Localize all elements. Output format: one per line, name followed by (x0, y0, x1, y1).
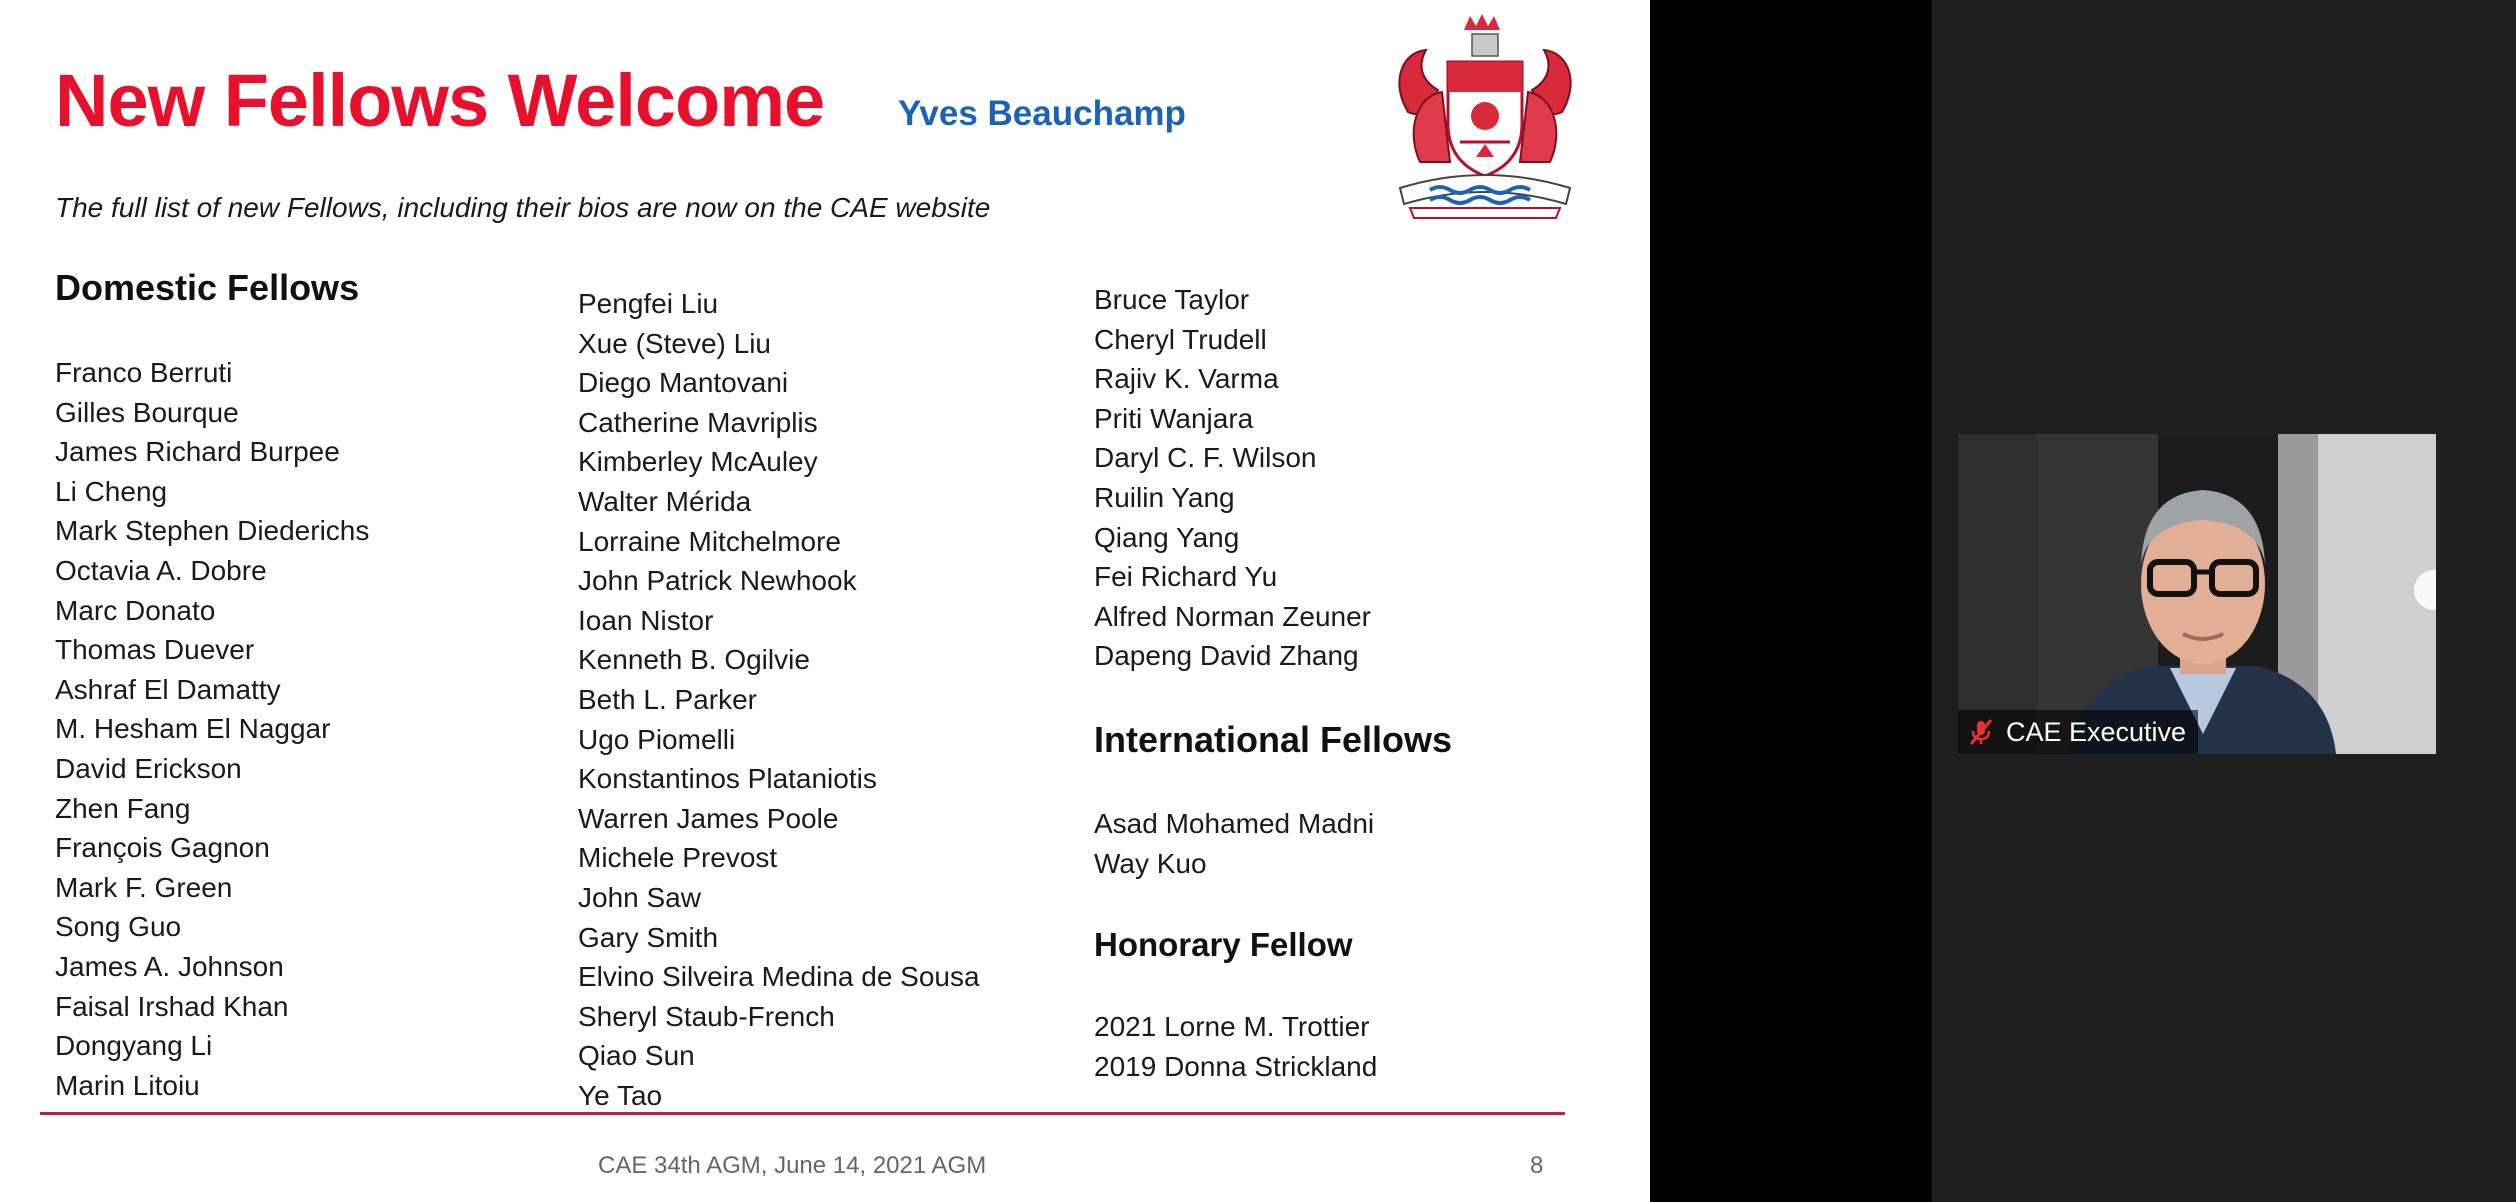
fellow-name: Michele Prevost (578, 842, 778, 874)
fellow-name: Mark Stephen Diederichs (55, 515, 370, 547)
fellow-name: Alfred Norman Zeuner (1094, 600, 1372, 632)
fellow-name: Marc Donato (55, 594, 216, 626)
fellow-name: Song Guo (55, 911, 182, 943)
fellow-name: James A. Johnson (55, 950, 284, 982)
fellow-name: Warren James Poole (578, 802, 839, 834)
slide-footer: CAE 34th AGM, June 14, 2021 AGM (598, 1152, 987, 1179)
slide-subtitle: The full list of new Fellows, including their bios are now on the CAE website (55, 192, 991, 223)
fellow-name: Lorraine Mitchelmore (578, 525, 841, 557)
fellow-name: James Richard Burpee (55, 436, 340, 468)
honorary-fellow-heading: Honorary Fellow (1094, 926, 1353, 963)
domestic-fellows-column-1 (55, 353, 369, 1105)
fellow-name: Dapeng David Zhang (1094, 640, 1359, 672)
honorary-fellow-name: 2019 Donna Strickland (1094, 1050, 1378, 1082)
panel-divider (1650, 0, 1932, 1202)
honorary-fellow-name: 2021 Lorne M. Trottier (1094, 1011, 1370, 1042)
honorary-fellow-list (1094, 1007, 1377, 1086)
fellow-name: Rajiv K. Varma (1094, 363, 1279, 395)
fellow-name: Franco Berruti (55, 357, 233, 388)
fellow-name: Ruilin Yang (1094, 481, 1235, 513)
fellow-name: Pengfei Liu (578, 288, 719, 319)
presenter-name: Yves Beauchamp (898, 94, 1186, 133)
fellow-name: Kimberley McAuley (578, 446, 818, 478)
fellow-name: Elvino Silveira Medina de Sousa (578, 961, 980, 993)
fellow-name: Sheryl Staub-French (578, 1000, 835, 1032)
fellow-name: Octavia A. Dobre (55, 554, 267, 586)
international-fellow-name: Asad Mohamed Madni (1094, 808, 1375, 839)
fellow-name: François Gagnon (55, 832, 270, 864)
participant-name-bar (1958, 710, 2198, 754)
fellow-name: Catherine Mavriplis (578, 406, 818, 438)
fellow-name: Daryl C. F. Wilson (1094, 442, 1317, 474)
fellow-name: David Erickson (55, 752, 242, 784)
fellow-name: Li Cheng (55, 475, 168, 507)
participant-video-tile[interactable] (1958, 434, 2436, 754)
domestic-fellows-column-2 (578, 284, 980, 1115)
fellow-name: Cheryl Trudell (1094, 323, 1267, 355)
domestic-fellows-column-3 (1094, 280, 1371, 676)
domestic-fellows-heading: Domestic Fellows (55, 267, 360, 308)
participant-video-feed (1958, 434, 2436, 754)
fellow-name: Faisal Irshad Khan (55, 990, 289, 1022)
coat-of-arms-icon (1380, 12, 1590, 222)
fellow-name: Zhen Fang (55, 792, 191, 824)
international-fellows-list (1094, 804, 1374, 883)
fellow-name: Fei Richard Yu (1094, 561, 1278, 593)
fellow-name: Ioan Nistor (578, 604, 714, 636)
fellow-name: Kenneth B. Ogilvie (578, 644, 810, 676)
fellow-name: Ugo Piomelli (578, 723, 736, 755)
fellow-name: Beth L. Parker (578, 683, 757, 715)
fellow-name: John Patrick Newhook (578, 565, 857, 597)
mic-muted-icon (1966, 717, 1996, 747)
footer-divider (40, 1112, 1565, 1115)
fellow-name: Walter Mérida (578, 485, 752, 517)
fellow-name: John Saw (578, 881, 701, 913)
slide-page-number: 8 (1530, 1152, 1544, 1179)
fellow-name: Ye Tao (578, 1079, 663, 1111)
fellow-name: Gilles Bourque (55, 396, 239, 428)
fellow-name: Ashraf El Damatty (55, 673, 281, 705)
fellow-name: Gary Smith (578, 921, 719, 953)
slide-title: New Fellows Welcome (55, 59, 825, 142)
participant-name: CAE Executive (2006, 716, 2187, 747)
fellow-name: Diego Mantovani (578, 367, 789, 399)
fellow-name: Thomas Duever (55, 634, 255, 666)
fellow-name: Qiao Sun (578, 1040, 695, 1072)
fellow-name: Mark F. Green (55, 871, 233, 903)
fellow-name: Qiang Yang (1094, 521, 1240, 553)
fellow-name: Dongyang Li (55, 1030, 213, 1062)
fellow-name: Xue (Steve) Liu (578, 327, 771, 359)
fellow-name: Konstantinos Plataniotis (578, 763, 877, 795)
fellow-name: Marin Litoiu (55, 1069, 200, 1101)
fellow-name: Bruce Taylor (1094, 284, 1250, 315)
international-fellows-heading: International Fellows (1094, 719, 1453, 760)
fellow-name: Priti Wanjara (1094, 402, 1254, 434)
international-fellow-name: Way Kuo (1094, 847, 1207, 879)
fellow-name: M. Hesham El Naggar (55, 713, 331, 745)
